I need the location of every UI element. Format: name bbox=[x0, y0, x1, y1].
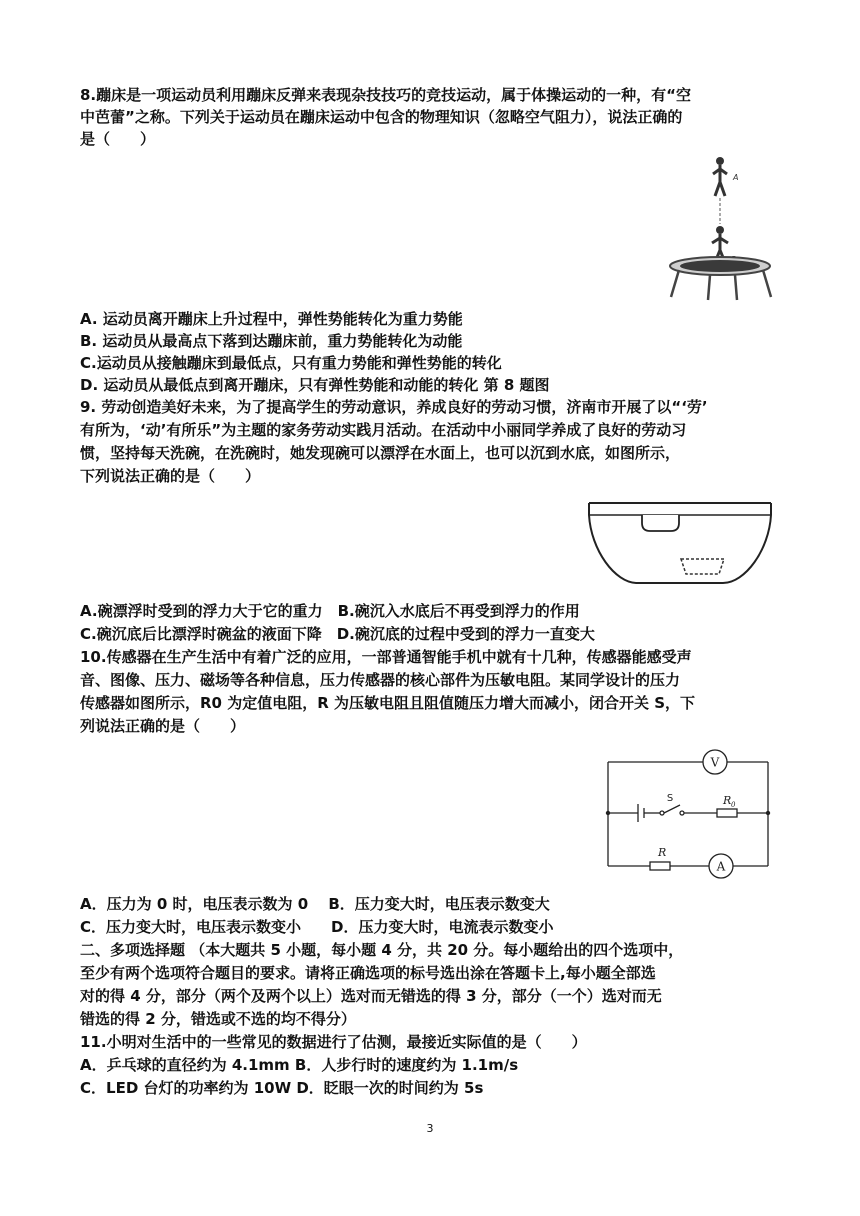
r0-subscript: 0 bbox=[731, 801, 736, 809]
q11-options-line-2: C．LED 台灯的功率约为 10W D．眨眼一次的时间约为 5s bbox=[80, 1079, 484, 1097]
voltmeter-label: V bbox=[710, 755, 720, 770]
section2-line-4: 错选的得 2 分，错选或不选的均不得分） bbox=[80, 1010, 356, 1028]
q9-stem-line-4: 下列说法正确的是（ ） bbox=[80, 467, 261, 485]
bowl-figure bbox=[585, 495, 775, 590]
q9-stem-line-2: 有所为，‘动’有所乐”为主题的家务劳动实践月活动。在活动中小丽同学养成了良好的劳动习 bbox=[80, 421, 687, 439]
q9-stem-line-1: 9. 劳动创造美好未来，为了提高学生的劳动意识，养成良好的劳动习惯，济南市开展了以“‘劳’ bbox=[80, 398, 708, 416]
q9-options-line-1: A.碗漂浮时受到的浮力大于它的重力 B.碗沉入水底后不再受到浮力的作用 bbox=[80, 602, 580, 620]
page-number: 3 bbox=[426, 1122, 434, 1135]
section2-line-2: 至少有两个选项符合题目的要求。请将正确选项的标号选出涂在答题卡上,每小题全部选 bbox=[80, 964, 656, 982]
ammeter-label: A bbox=[716, 859, 726, 874]
q10-stem-line-1: 10.传感器在生产生活中有着广泛的应用，一部普通智能手机中就有十几种，传感器能感受声 bbox=[80, 648, 692, 666]
switch-label: S bbox=[666, 793, 674, 804]
q8-stem-line-1: 8.蹦床是一项运动员利用蹦床反弹来表现杂技技巧的竞技运动，属于体操运动的一种，有“空 bbox=[80, 86, 691, 104]
q8-option-d: D. 运动员从最低点到离开蹦床，只有弹性势能和动能的转化 第 8 题图 bbox=[80, 376, 550, 394]
r0-label: R bbox=[723, 794, 732, 807]
trampoline-figure bbox=[665, 152, 775, 302]
q10-stem-line-2: 音、图像、压力、磁场等各种信息，压力传感器的核心部件为压敏电阻。某同学设计的压力 bbox=[80, 671, 681, 689]
q10-options-line-1: A．压力为 0 时，电压表示数为 0 B．压力变大时，电压表示数变大 bbox=[80, 895, 550, 913]
q11-options-line-1: A．乒乓球的直径约为 4.1mm B．人步行时的速度约为 1.1m/s bbox=[80, 1056, 519, 1074]
q8-option-c: C.运动员从接触蹦床到最低点，只有重力势能和弹性势能的转化 bbox=[80, 354, 502, 372]
q11-stem: 11.小明对生活中的一些常见的数据进行了估测，最接近实际值的是（ ） bbox=[80, 1033, 587, 1051]
section2-line-3: 对的得 4 分，部分（两个及两个以上）选对而无错选的得 3 分，部分（一个）选对而无 bbox=[80, 987, 662, 1005]
r-label: R bbox=[658, 846, 667, 859]
section2-line-1: 二、多项选择题 （本大题共 5 小题，每小题 4 分，共 20 分。每小题给出的四个选项中， bbox=[80, 941, 684, 959]
q10-options-line-2: C．压力变大时，电压表示数变小 D．压力变大时，电流表示数变小 bbox=[80, 918, 554, 936]
q8-option-b: B. 运动员从最高点下落到达蹦床前，重力势能转化为动能 bbox=[80, 332, 463, 350]
q9-stem-line-3: 惯，坚持每天洗碗，在洗碗时，她发现碗可以漂浮在水面上，也可以沉到水底，如图所示， bbox=[80, 444, 681, 462]
figure-label-a: A bbox=[733, 173, 739, 182]
q8-stem-line-2: 中芭蕾”之称。下列关于运动员在蹦床运动中包含的物理知识（忽略空气阻力），说法正确的 bbox=[80, 108, 683, 126]
q8-option-a: A. 运动员离开蹦床上升过程中，弹性势能转化为重力势能 bbox=[80, 310, 463, 328]
q10-stem-line-4: 列说法正确的是（ ） bbox=[80, 717, 246, 735]
q8-stem-line-3: 是（ ） bbox=[80, 130, 156, 148]
q10-stem-line-3: 传感器如图所示，R0 为定值电阻，R 为压敏电阻且阻值随压力增大而减小，闭合开关 S，下 bbox=[80, 694, 696, 712]
circuit-diagram bbox=[600, 745, 775, 880]
q9-options-line-2: C.碗沉底后比漂浮时碗盆的液面下降 D.碗沉底的过程中受到的浮力一直变大 bbox=[80, 625, 595, 643]
